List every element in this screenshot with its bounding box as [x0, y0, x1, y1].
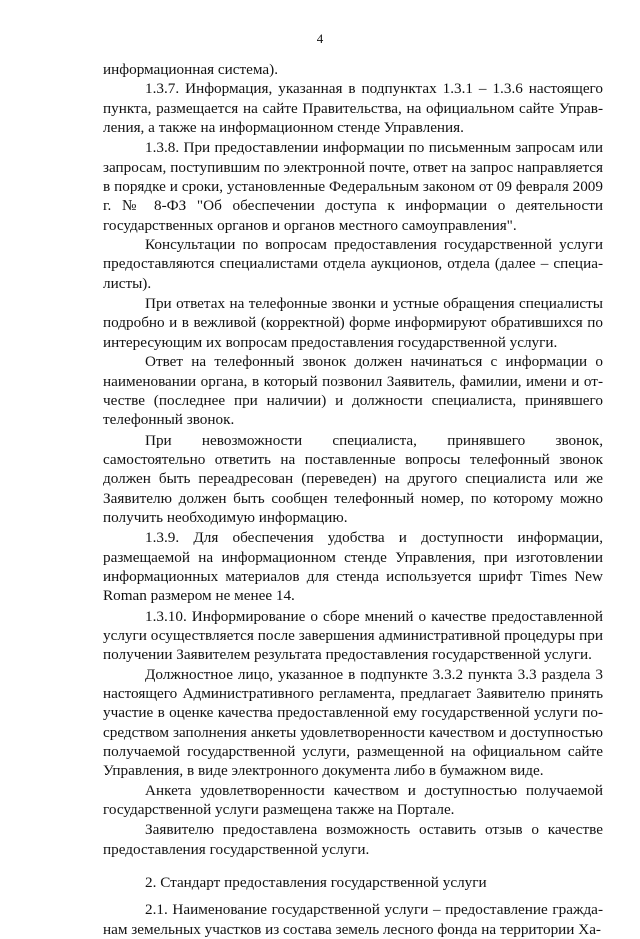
paragraph-phone-answers: При ответах на телефонные звонки и устные обращения специалисты подробно и в вежливой (корректной) форме информируют обратившихся по интересующим их вопросам предоставления государственной услуги.	[103, 295, 603, 351]
paragraph-feedback: Заявителю предоставлена возможность оставить отзыв о качестве предоставления государственной услуги.	[103, 821, 603, 858]
paragraph-1-3-8: 1.3.8. При предоставлении информации по письменным запросам или запросам, поступившим по электронной почте, ответ на запрос направляется в порядке и сроки, установленные Федеральным законом от 09 февраля 2009 г. № 8-ФЗ "Об обеспечении доступа к информации о деятельности государственных органов и органов местного самоуправления".	[103, 139, 603, 234]
paragraph-1-3-7: 1.3.7. Информация, указанная в подпунктах 1.3.1 – 1.3.6 настоящего пункта, размещается на сайте Правительства, на официальном сайте Управления, а также на информационном стенде Управления.	[103, 80, 603, 137]
paragraph-survey-portal: Анкета удовлетворенности качеством и доступностью получаемой государственной услуги размещена также на Портале.	[103, 781, 603, 819]
paragraph-official-survey: Должностное лицо, указанное в подпункте 3.3.2 пункта 3.3 раздела 3 настоящего Административного регламента, предлагает Заявителю принять участие в оценке качества предоставленной ему государственной услуги посредством заполнения анкеты удовлетворенности качеством и доступностью получаемой государственной услуги, размещенной на официальном сайте Управления, в виде электронного документа либо в бумажном виде.	[103, 665, 603, 780]
paragraph-2-1: 2.1. Наименование государственной услуги – предоставление гражданам земельных участков из состава земель лесного фонда на территории Ха-	[103, 901, 603, 938]
page-number: 4	[316, 31, 324, 46]
paragraph-continuation: информационная система).	[103, 61, 279, 78]
section-heading-2: 2. Стандарт предоставления государственной услуги	[145, 874, 487, 892]
paragraph-call-redirect: При невозможности специалиста, принявшего звонок, самостоятельно ответить на поставленные вопросы телефонный звонок должен быть переадресован (переведен) на другого специалиста или же Заявителю должен быть сообщен телефонный номер, по которому можно получить необходимую информацию.	[103, 431, 603, 526]
document-body	[103, 60, 603, 939]
paragraph-1-3-9: 1.3.9. Для обеспечения удобства и доступности информации, размещаемой на информационном стенде Управления, при изготовлении информационных материалов для стенда используется шрифт Times New Roman размером не менее 14.	[103, 529, 603, 605]
paragraph-1-3-10: 1.3.10. Информирование о сборе мнений о качестве предоставленной услуги осуществляется после завершения административной процедуры при получении Заявителем результата предоставления государственной услуги.	[103, 607, 603, 664]
paragraph-consultations: Консультации по вопросам предоставления государственной услуги предоставляются специалистами отдела аукционов, отдела (далее – специалисты).	[103, 236, 603, 292]
paragraph-phone-greeting: Ответ на телефонный звонок должен начинаться с информации о наименовании органа, в который позвонил Заявитель, фамилии, имени и отчестве (последнее при наличии) и должности специалиста, принявшего телефонный звонок.	[103, 353, 603, 429]
